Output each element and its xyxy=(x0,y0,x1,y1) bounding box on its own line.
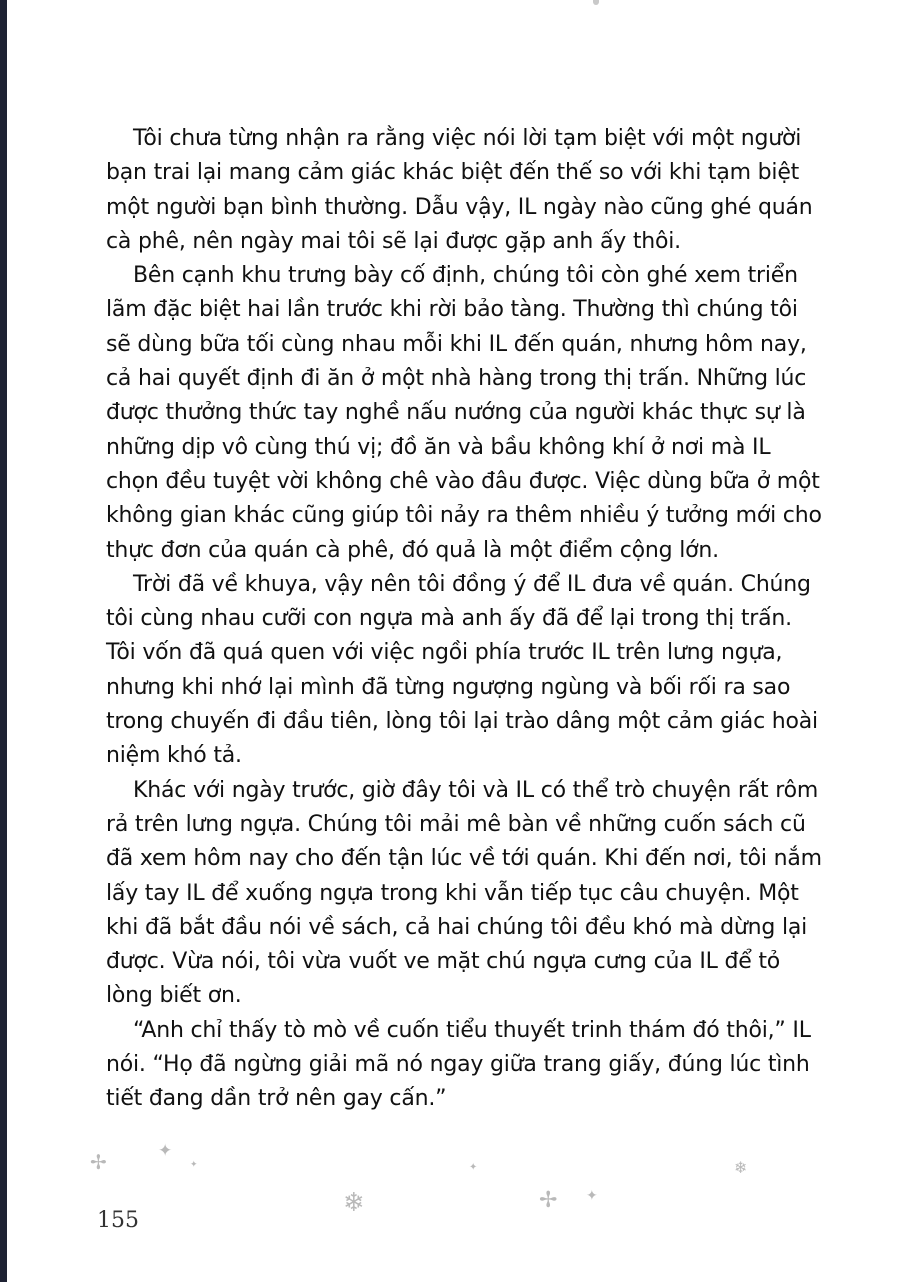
snowflake-icon: ❄ xyxy=(343,1188,365,1218)
paragraph-1: Tôi chưa từng nhận ra rằng việc nói lời tạm biệt với một người bạn trai lại mang cảm giác khác biệt đến thế so với khi tạm biệt một người bạn bình thường. Dẫu vậy, IL ngày nào cũng ghé quán cà phê, nên ngày mai tôi sẽ lại được gặp anh ấy thôi. xyxy=(106,126,813,254)
small-star-icon: ✦ xyxy=(190,1160,198,1170)
paragraph-5: “Anh chỉ thấy tò mò về cuốn tiểu thuyết trinh thám đó thôi,” IL nói. “Họ đã ngừng giải mã nó ngay giữa trang giấy, đúng lúc tình tiết đang dần trở nên gay cấn.” xyxy=(106,1017,811,1112)
page-number: 155 xyxy=(97,1208,139,1233)
small-star-icon: ✦ xyxy=(469,1162,478,1173)
paragraph-2: Bên cạnh khu trưng bày cố định, chúng tôi còn ghé xem triển lãm đặc biệt hai lần trước khi rời bảo tàng. Thường thì chúng tôi sẽ dùng bữa tối cùng nhau mỗi khi IL đến quán, nhưng hôm nay, cả hai quyết định đi ăn ở một nhà hàng trong thị trấn. Những lúc được thưởng thức tay nghề nấu nướng của người khác thực sự là những dịp vô cùng thú vị; đồ ăn và bầu không khí ở nơi mà IL chọn đều tuyệt vời không chê vào đâu được. Việc dùng bữa ở một không gian khác cũng giúp tôi nảy ra thêm nhiều ý tưởng mới cho thực đơn của quán cà phê, đó quả là một điểm cộng lớn. xyxy=(106,263,822,563)
top-edge-mark xyxy=(593,0,599,5)
cross-star-icon: ✢ xyxy=(90,1150,107,1174)
snowflake-icon: ❄ xyxy=(734,1158,748,1177)
body-text xyxy=(106,122,826,1117)
four-point-star-icon: ✦ xyxy=(586,1188,598,1204)
cross-star-icon: ✢ xyxy=(539,1188,558,1213)
four-point-star-icon: ✦ xyxy=(158,1141,173,1161)
page-edge-strip xyxy=(0,0,7,1282)
paragraph-4: Khác với ngày trước, giờ đây tôi và IL có thể trò chuyện rất rôm rả trên lưng ngựa. Chúng tôi mải mê bàn về những cuốn sách cũ đã xem hôm nay cho đến tận lúc về tới quán. Khi đến nơi, tôi nắm lấy tay IL để xuống ngựa trong khi vẫn tiếp tục câu chuyện. Một khi đã bắt đầu nói về sách, cả hai chúng tôi đều khó mà dừng lại được. Vừa nói, tôi vừa vuốt ve mặt chú ngựa cưng của IL để tỏ lòng biết ơn. xyxy=(106,777,822,1009)
paragraph-3: Trời đã về khuya, vậy nên tôi đồng ý để IL đưa về quán. Chúng tôi cùng nhau cưỡi con ngựa mà anh ấy đã để lại trong thị trấn. Tôi vốn đã quá quen với việc ngồi phía trước IL trên lưng ngựa, nhưng khi nhớ lại mình đã từng ngượng ngùng và bối rối ra sao trong chuyến đi đầu tiên, lòng tôi lại trào dâng một cảm giác hoài niệm khó tả. xyxy=(106,571,818,769)
